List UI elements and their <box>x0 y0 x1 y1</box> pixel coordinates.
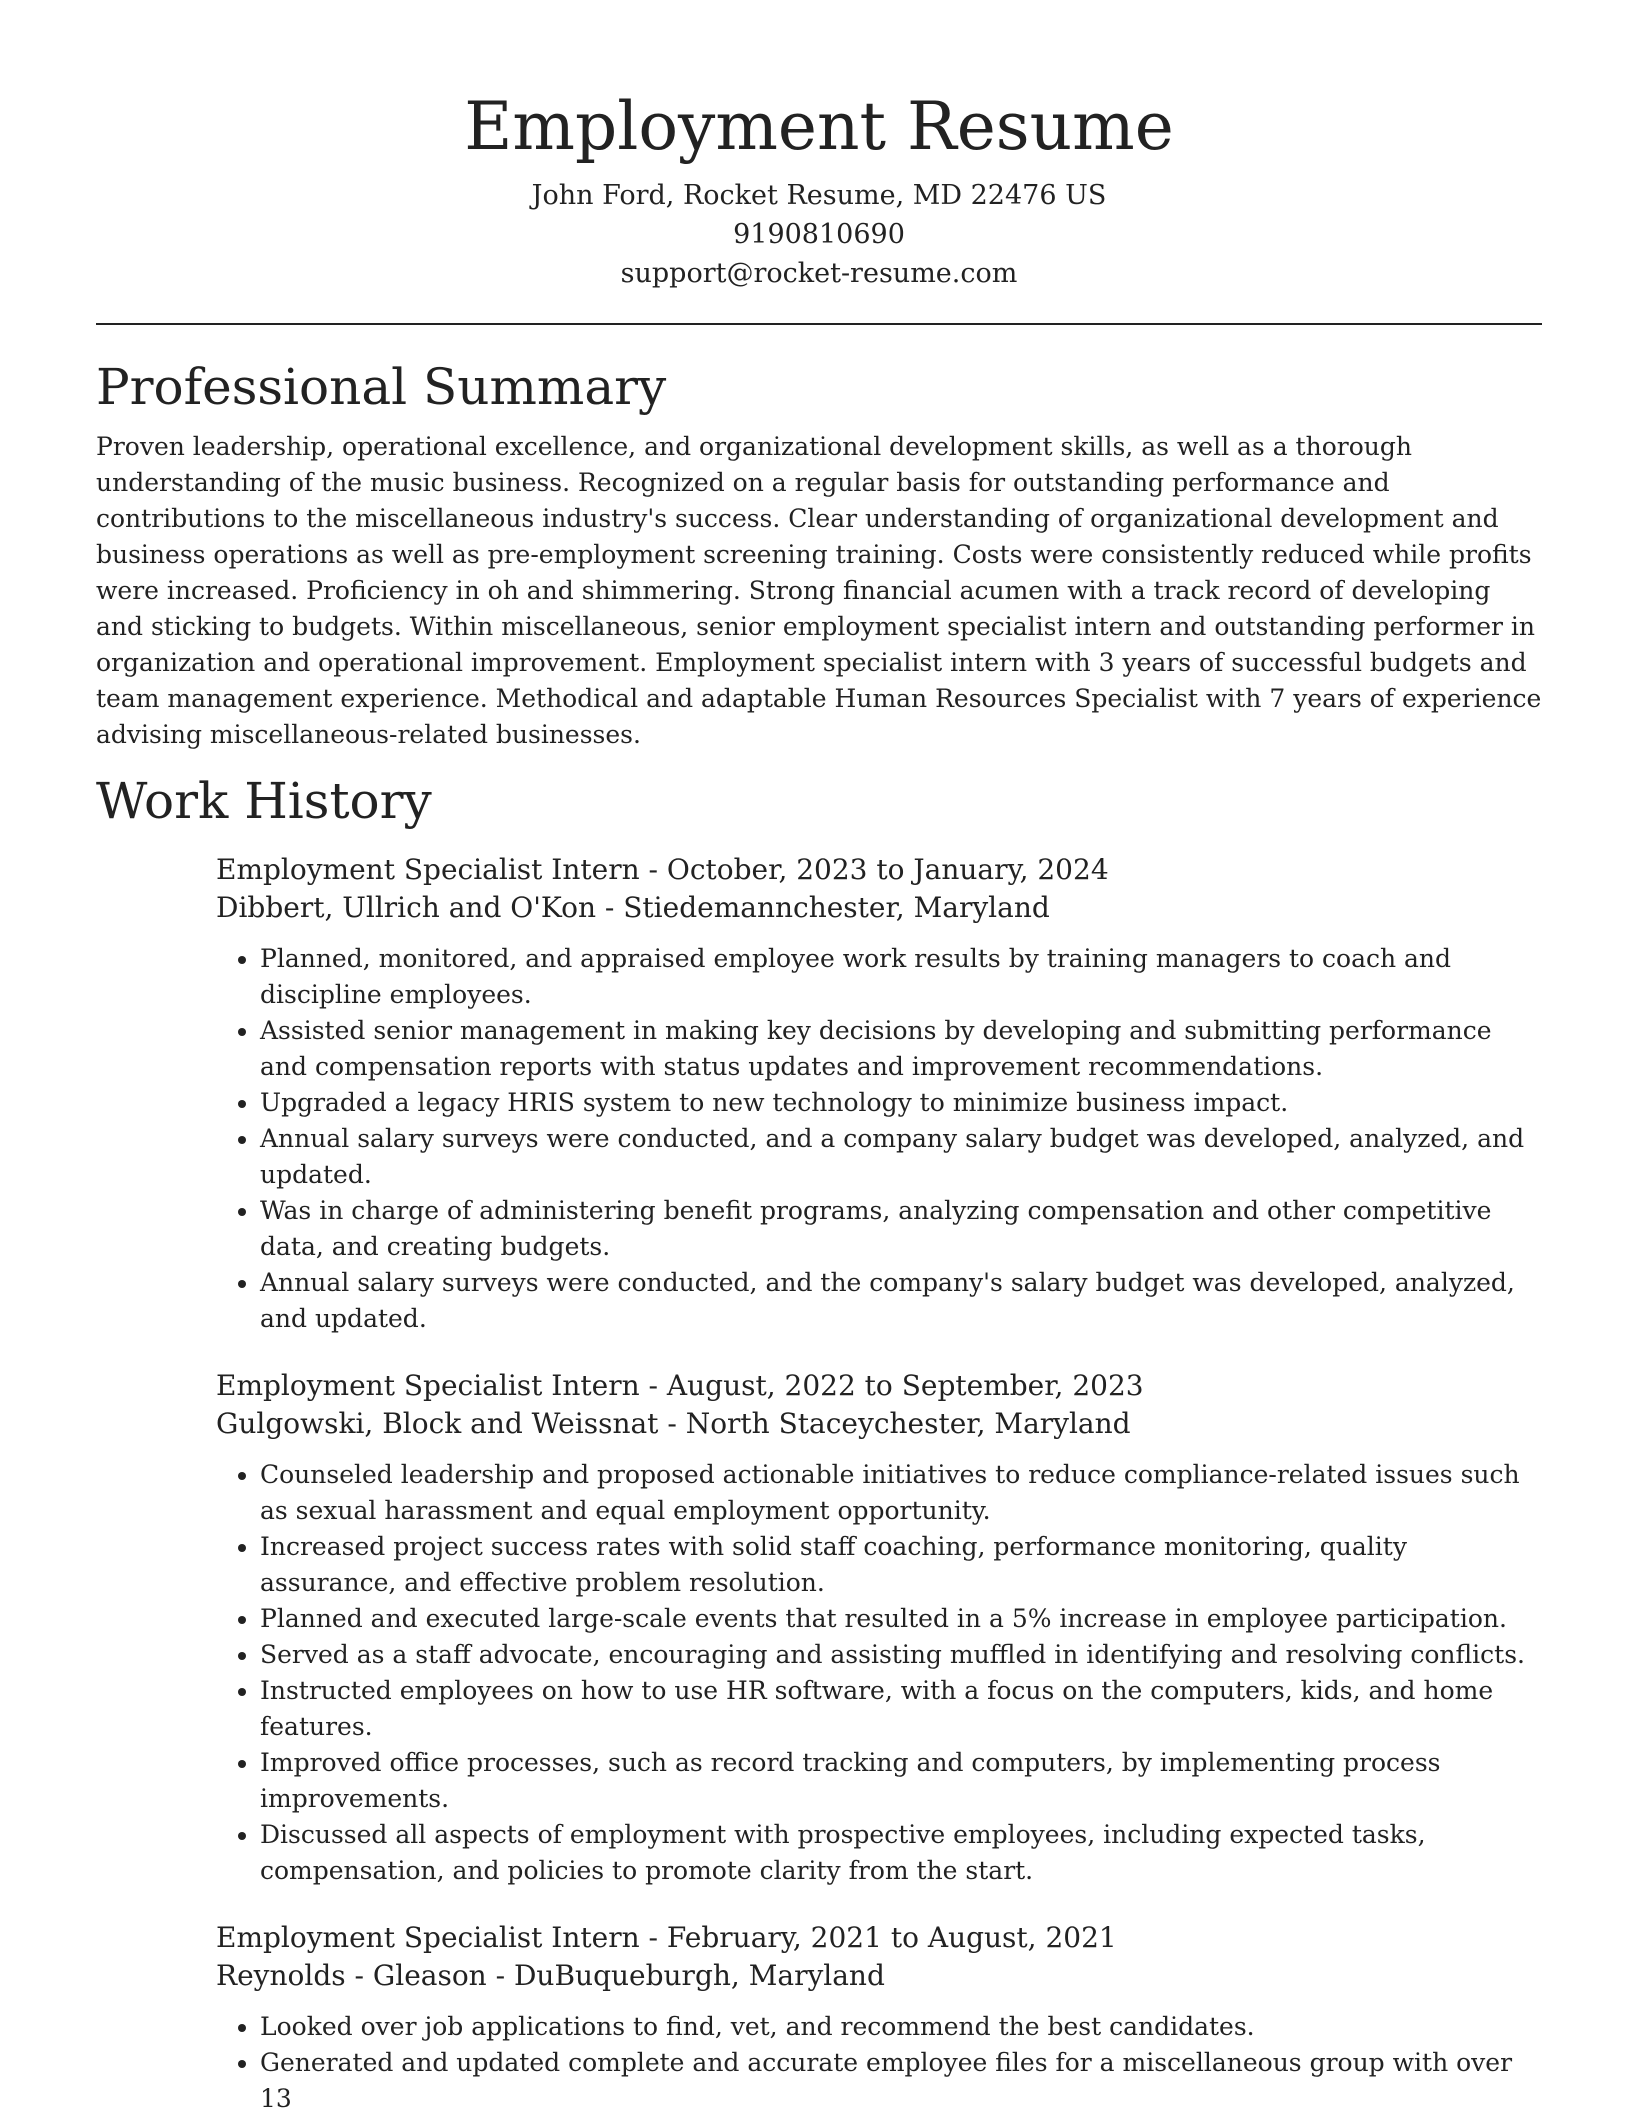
job-bullet: • Improved office processes, such as record tracking and computers, by implementing process improvements. <box>260 1745 1542 1817</box>
job-bullet: • Was in charge of administering benefit programs, analyzing compensation and other competitive data, and creating budgets. <box>260 1193 1542 1265</box>
contact-phone: 9190810690 <box>733 219 905 250</box>
job-dates: February, 2021 to August, 2021 <box>666 1921 1117 1954</box>
job-location: Stiedemannchester, Maryland <box>623 891 1050 924</box>
work-history-section <box>96 769 1542 2117</box>
job-bullet: • Served as a staff advocate, encouraging and assisting muffled in identifying and resolving conflicts. <box>260 1637 1542 1673</box>
job-bullet: • Planned, monitored, and appraised employee work results by training managers to coach and discipline employees. <box>260 941 1542 1013</box>
job-location: DuBuqueburgh, Maryland <box>513 1959 885 1992</box>
job-dates: October, 2023 to January, 2024 <box>666 853 1109 886</box>
resume-header <box>96 0 1542 293</box>
professional-summary-section <box>96 355 1542 753</box>
header-divider <box>96 323 1542 325</box>
job-bullet: • Planned and executed large-scale events that resulted in a 5% increase in employee participation. <box>260 1601 1542 1637</box>
job-company: Reynolds - Gleason <box>216 1959 487 1992</box>
job-entry <box>216 1367 1542 1889</box>
contact-info <box>96 176 1542 293</box>
job-bullet: • Instructed employees on how to use HR software, with a focus on the computers, kids, and home features. <box>260 1673 1542 1745</box>
contact-address: John Ford, Rocket Resume, MD 22476 US <box>531 180 1107 211</box>
job-location: North Staceychester, Maryland <box>685 1407 1131 1440</box>
job-entry <box>216 851 1542 1337</box>
job-title: Employment Specialist Intern <box>216 853 640 886</box>
job-bullet: • Looked over job applications to find, vet, and recommend the best candidates. <box>260 2009 1542 2045</box>
job-company-line: Reynolds - Gleason - DuBuqueburgh, Maryland <box>216 1959 885 1992</box>
summary-text: Proven leadership, operational excellence, and organizational development skills, as well as a thorough understanding of the music business. Recognized on a regular basis for outstanding performance and contributions to the miscellaneous industry's success. Clear understanding of organizational development and business operations as well as pre-employment screening training. Costs were consistently reduced while profits were increased. Proficiency in oh and shimmering. Strong financial acumen with a track record of developing and sticking to budgets. Within miscellaneous, senior employment specialist intern and outstanding performer in organization and operational improvement. Employment specialist intern with 3 years of successful budgets and team management experience. Methodical and adaptable Human Resources Specialist with 7 years of experience advising miscellaneous-related businesses. <box>96 432 1542 749</box>
job-title-line: Employment Specialist Intern - October, 2023 to January, 2024 <box>216 853 1109 886</box>
resume-title: Employment Resume <box>464 88 1174 165</box>
job-bullets <box>216 2009 1542 2117</box>
work-history-heading: Work History <box>96 772 432 830</box>
job-bullet: • Annual salary surveys were conducted, and a company salary budget was developed, analyzed, and updated. <box>260 1121 1542 1193</box>
job-title: Employment Specialist Intern <box>216 1369 640 1402</box>
contact-email: support@rocket-resume.com <box>620 258 1018 289</box>
job-company-line: Dibbert, Ullrich and O'Kon - Stiedemannchester, Maryland <box>216 891 1050 924</box>
job-title-line: Employment Specialist Intern - August, 2022 to September, 2023 <box>216 1369 1144 1402</box>
job-dates: August, 2022 to September, 2023 <box>666 1369 1144 1402</box>
job-company: Gulgowski, Block and Weissnat <box>216 1407 659 1440</box>
job-entry <box>216 1919 1542 2117</box>
job-bullet: • Annual salary surveys were conducted, and the company's salary budget was developed, analyzed, and updated. <box>260 1265 1542 1337</box>
job-bullet: • Generated and updated complete and accurate employee files for a miscellaneous group with over 13 <box>260 2045 1542 2117</box>
job-bullet: • Discussed all aspects of employment with prospective employees, including expected tasks, compensation, and policies to promote clarity from the start. <box>260 1817 1542 1889</box>
job-title: Employment Specialist Intern <box>216 1921 640 1954</box>
job-bullet: • Counseled leadership and proposed actionable initiatives to reduce compliance-related issues such as sexual harassment and equal employment opportunity. <box>260 1457 1542 1529</box>
job-bullet: • Increased project success rates with solid staff coaching, performance monitoring, quality assurance, and effective problem resolution. <box>260 1529 1542 1601</box>
job-bullets <box>216 941 1542 1337</box>
job-bullet: • Upgraded a legacy HRIS system to new technology to minimize business impact. <box>260 1085 1542 1121</box>
job-company-line: Gulgowski, Block and Weissnat - North Staceychester, Maryland <box>216 1407 1131 1440</box>
job-bullet: • Assisted senior management in making key decisions by developing and submitting performance and compensation reports with status updates and improvement recommendations. <box>260 1013 1542 1085</box>
job-company: Dibbert, Ullrich and O'Kon <box>216 891 596 924</box>
resume-page <box>96 0 1542 2117</box>
job-bullets <box>216 1457 1542 1889</box>
job-title-line: Employment Specialist Intern - February, 2021 to August, 2021 <box>216 1921 1117 1954</box>
summary-heading: Professional Summary <box>96 358 667 416</box>
